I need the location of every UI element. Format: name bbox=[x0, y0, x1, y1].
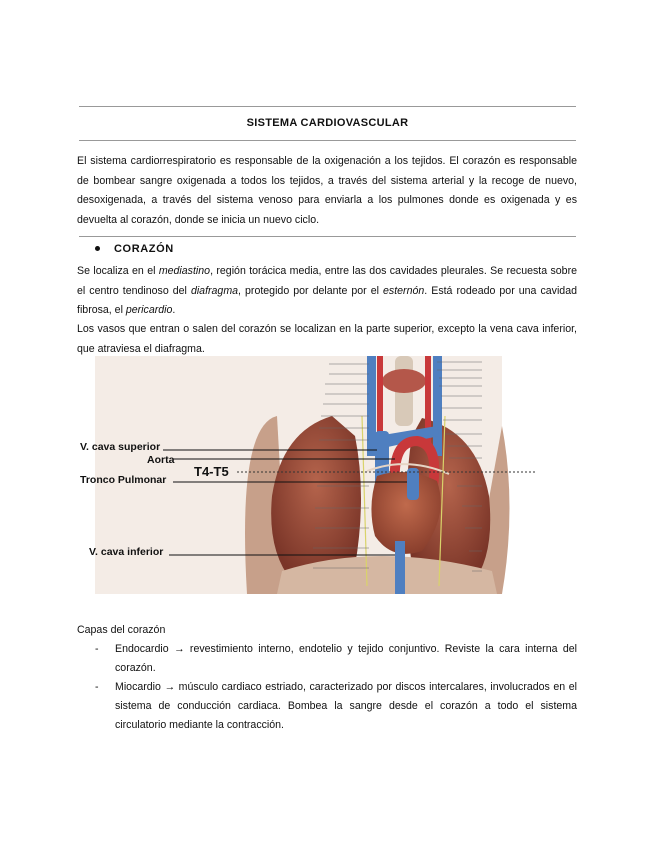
vessels-paragraph: Los vasos que entran o salen del corazón se localizan en la parte superior, excepto la vena cava inferior, que atraviesa el diafragma. bbox=[77, 323, 577, 355]
label-vena-cava-superior: V. cava superior bbox=[80, 441, 161, 453]
title-rule bbox=[79, 140, 576, 141]
term-esternon: esternón bbox=[383, 284, 425, 297]
bullet-icon bbox=[95, 246, 100, 251]
list-item bbox=[95, 640, 577, 678]
label-aorta: Aorta bbox=[147, 454, 175, 466]
text-run: . Está rodeado por una cavidad fibrosa, el bbox=[77, 284, 577, 317]
intro-paragraph: El sistema cardiorrespiratorio es responsable de la oxigenación a los tejidos. El corazón es responsable de bombear sangre oxigenada a todos los tejidos, a través del sistema arterial y la recoge de nuevo, desoxigenada, a través del sistema venoso para enviarla a los pulmones donde es oxigenada y es devuelta al corazón, donde se inicia un nuevo ciclo. bbox=[77, 155, 577, 226]
layers-title: Capas del corazón bbox=[77, 624, 166, 636]
label-tronco-pulmonar: Tronco Pulmonar bbox=[80, 474, 167, 486]
top-rule bbox=[79, 106, 576, 107]
dash-bullet: - bbox=[95, 681, 99, 693]
term-diafragma: diafragma bbox=[190, 284, 239, 297]
text-run: , región torácica media, entre las dos cavidades pleurales. Se recuesta sobre el centro tendinoso del bbox=[77, 265, 577, 297]
location-paragraph bbox=[77, 262, 577, 321]
dash-bullet: - bbox=[95, 643, 99, 655]
term-pericardio: pericardio bbox=[125, 304, 173, 317]
text-run: , protegido por delante por el bbox=[238, 284, 384, 297]
label-vena-cava-inferior: V. cava inferior bbox=[89, 546, 164, 558]
jugular-vein bbox=[433, 356, 442, 456]
thyroid bbox=[382, 369, 426, 393]
list-item-text: Endocardio → revestimiento interno, endotelio y tejido conjuntivo. Reviste la cara interna del corazón. bbox=[115, 643, 577, 674]
list-item bbox=[95, 678, 577, 735]
text-run: Se localiza en el bbox=[77, 265, 159, 277]
section-rule bbox=[79, 236, 576, 237]
section-heading-text: CORAZÓN bbox=[114, 243, 174, 255]
label-t4-t5: T4-T5 bbox=[194, 464, 229, 479]
section-heading bbox=[95, 243, 174, 255]
heart-anatomy-figure bbox=[77, 356, 537, 594]
term-mediastino: mediastino bbox=[158, 265, 211, 277]
list-item-text: Miocardio → músculo cardiaco estriado, caracterizado por discos intercalares, involucrados en el sistema de conducción cardiaca. Bombea la sangre desde el corazón a todo el sistema circulatorio mediante la contracción. bbox=[115, 681, 577, 731]
inferior-vena-cava bbox=[395, 541, 405, 594]
jugular-vein bbox=[367, 356, 376, 456]
page-title: SISTEMA CARDIOVASCULAR bbox=[246, 117, 409, 129]
pulmonary-trunk bbox=[407, 468, 419, 500]
text-run: . bbox=[172, 304, 176, 317]
